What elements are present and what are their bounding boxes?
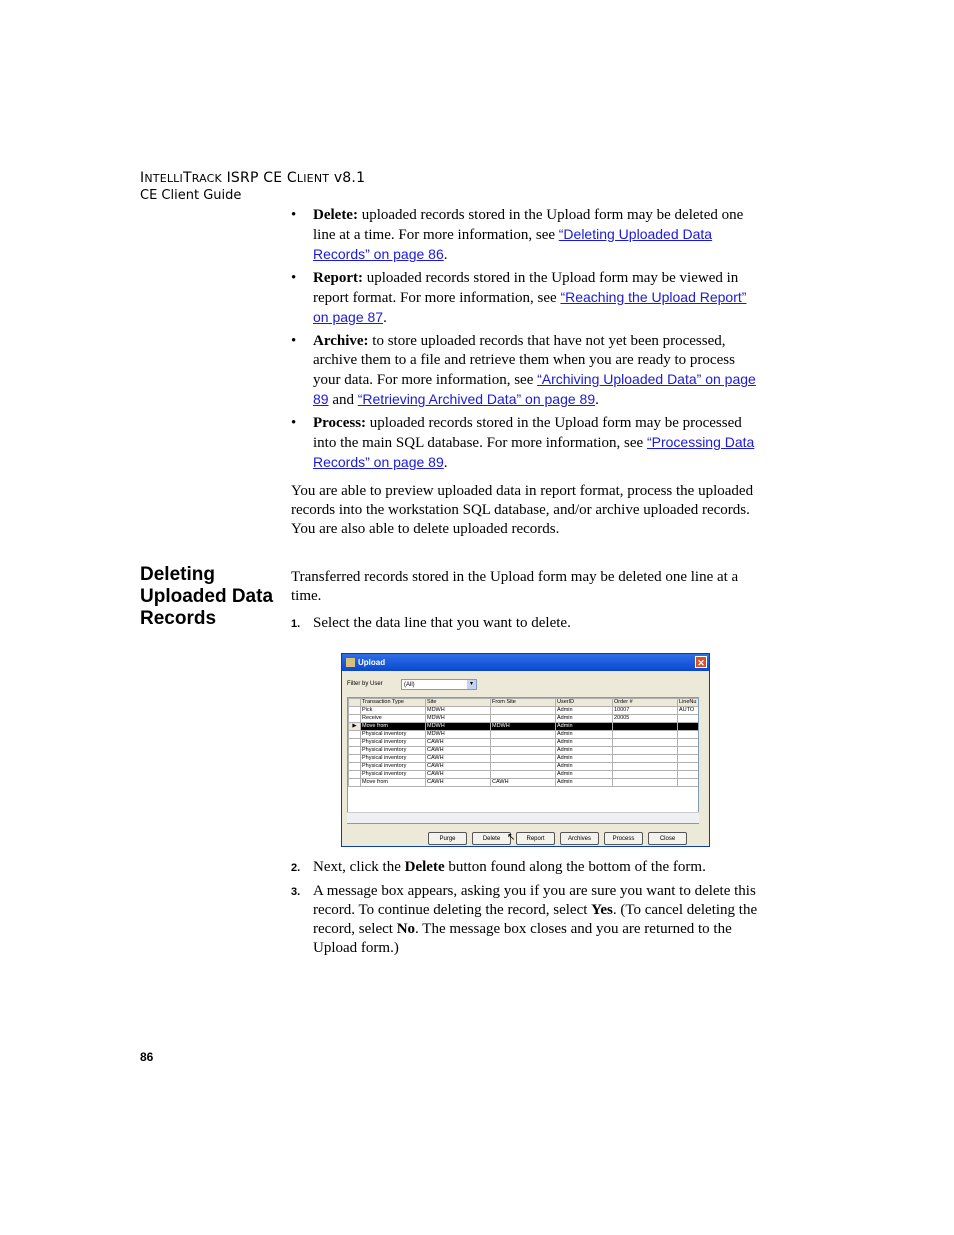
table-row[interactable]: Pick MDWH Admin 10007 AUTO <box>349 707 700 715</box>
close-button[interactable]: Close <box>648 832 687 845</box>
step-1: 1. Select the data line that you want to delete. <box>291 615 571 631</box>
link-deleting-uploaded-data[interactable]: “Deleting Uploaded Data Records” on page 86 <box>313 226 713 262</box>
step-2: 2. Next, click the Delete button found along the bottom of the form. <box>291 859 706 875</box>
link-processing-data-records[interactable]: “Processing Data Records” on page 89 <box>313 434 755 470</box>
column-header[interactable]: LineNu <box>678 699 700 707</box>
column-header[interactable]: Transaction Type <box>361 699 426 707</box>
upload-grid[interactable] <box>347 697 699 824</box>
table-row[interactable]: Move from CAWH CAWH Admin <box>349 779 700 787</box>
filter-label: Filter by User <box>347 681 383 687</box>
table-row[interactable]: Physical inventory CAWH Admin <box>349 771 700 779</box>
chevron-down-icon[interactable]: ▾ <box>467 680 476 689</box>
running-header-guide: CE Client Guide <box>140 188 242 203</box>
table-row[interactable]: Physical inventory CAWH Admin <box>349 747 700 755</box>
row-selector-icon: ▶ <box>349 723 361 731</box>
section-paragraph: Transferred records stored in the Upload form may be deleted one line at a time. <box>291 569 739 604</box>
bullet-report: • Report: uploaded records stored in the Upload form may be viewed in report format. For more information, see “Reaching the Upload Report” on page 87. <box>291 270 747 326</box>
table-row[interactable]: Receive MDWH Admin 20005 <box>349 715 700 723</box>
link-archiving-uploaded-data[interactable]: “Archiving Uploaded Data” on page 89 <box>313 371 756 407</box>
app-icon <box>346 658 355 667</box>
column-header[interactable]: Site <box>426 699 491 707</box>
upload-titlebar: Upload ✕ <box>342 654 709 671</box>
purge-button[interactable]: Purge <box>428 832 467 845</box>
upload-window <box>341 653 710 847</box>
section-heading: Deleting Uploaded Data Records <box>140 564 274 629</box>
table-row[interactable]: Physical inventory CAWH Admin <box>349 739 700 747</box>
mouse-pointer-icon: ↖ <box>507 832 516 843</box>
bullet-process: • Process: uploaded records stored in the Upload form may be processed into the main SQL database. For more information, see “Processing Data Records” on page 89. <box>291 415 755 471</box>
link-reaching-upload-report[interactable]: “Reaching the Upload Report” on page 87 <box>313 289 747 325</box>
grid-header-row <box>349 699 700 707</box>
table-row-selected[interactable]: ▶ Move from MDWH MDWH Admin <box>349 723 700 731</box>
bullet-delete: • Delete: uploaded records stored in the Upload form may be deleted one line at a time. For more information, see “Deleting Uploaded Data Records” on page 86. <box>291 207 744 263</box>
running-header-title: INTELLITRACK ISRP CE CLIENT v8.1 <box>140 170 366 186</box>
delete-button[interactable]: Delete <box>472 832 511 845</box>
process-button[interactable]: Process <box>604 832 643 845</box>
table-row[interactable]: Physical inventory CAWH Admin <box>349 763 700 771</box>
button-row <box>428 827 692 845</box>
column-header[interactable]: From Site <box>491 699 556 707</box>
table-row[interactable]: Physical inventory MDWH Admin <box>349 731 700 739</box>
step-3: 3. A message box appears, asking you if you are sure you want to delete this record. To continue deleting the record, select Yes. (To cancel deleting the record, select No. The message box closes and you are returned to the Upload form.) <box>291 883 758 956</box>
page-number: 86 <box>140 1050 154 1064</box>
archives-button[interactable]: Archives <box>560 832 599 845</box>
report-button[interactable]: Report <box>516 832 555 845</box>
intro-paragraph: You are able to preview uploaded data in report format, process the uploaded records into the workstation SQL database, and/or archive uploaded records. You are also able to delete uploaded records. <box>291 483 754 537</box>
bullet-list <box>291 206 761 477</box>
horizontal-scrollbar[interactable] <box>347 812 699 823</box>
link-retrieving-archived-data[interactable]: “Retrieving Archived Data” on page 89 <box>357 391 596 407</box>
column-header[interactable]: UserID <box>556 699 613 707</box>
close-icon[interactable]: ✕ <box>695 656 707 668</box>
filter-select[interactable]: (All) ▾ <box>401 679 477 690</box>
bullet-archive: • Archive: to store uploaded records that have not yet been processed, archive them to a file and retrieve them when you are ready to process your data. For more information, see “Archiving Uploaded Data” on page 89 and “Retrieving Archived Data” on page 89. <box>291 333 756 408</box>
column-header[interactable]: Order # <box>613 699 678 707</box>
table-row[interactable]: Physical inventory CAWH Admin <box>349 755 700 763</box>
